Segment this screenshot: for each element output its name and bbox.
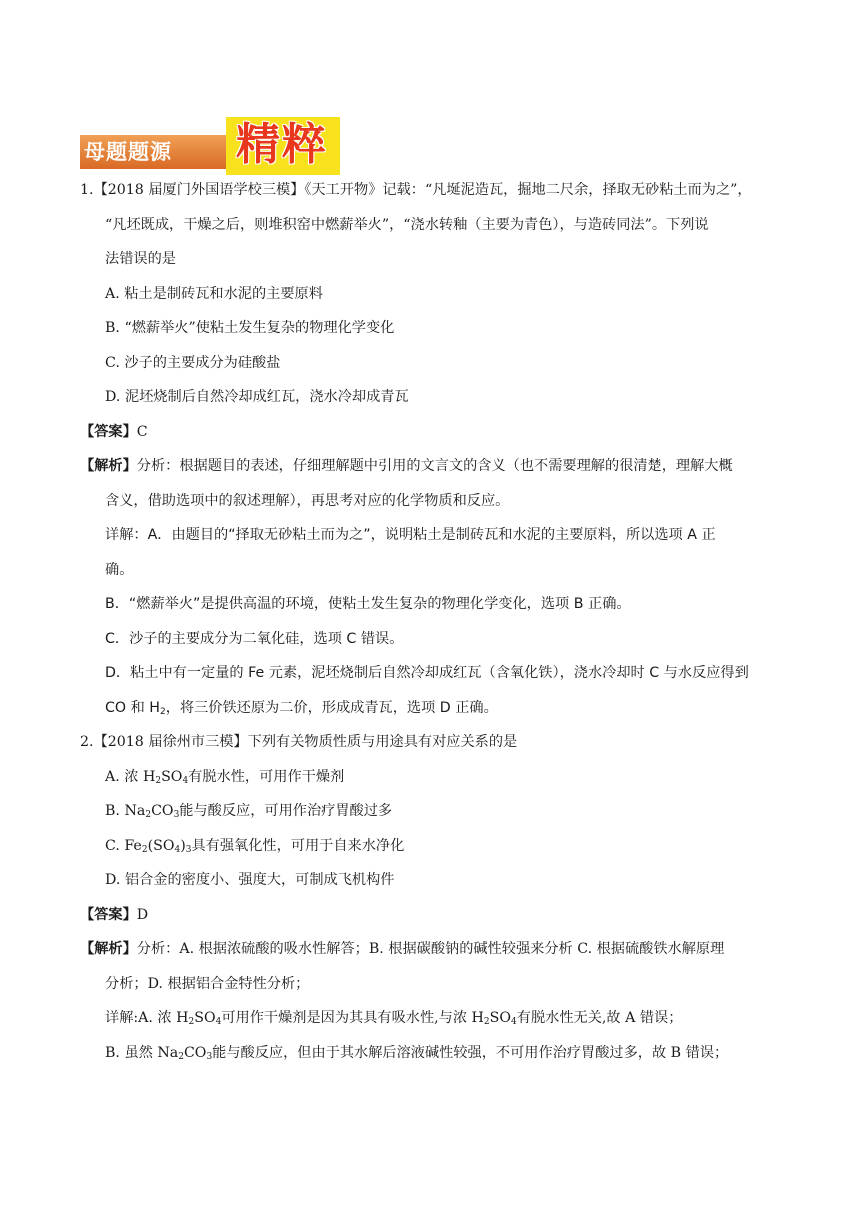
q2-detail-a-sub2: 4 <box>215 1017 222 1027</box>
q2-option-c-text-d: 具有强氧化性，可用于自来水净化 <box>191 837 405 854</box>
q1-answer <box>80 415 780 450</box>
q2-stem: 2.【2018 届徐州市三模】下列有关物质性质与用途具有对应关系的是 <box>80 734 518 750</box>
q2-answer-label: 【答案】 <box>80 906 137 923</box>
q1-analysis-label: 【解析】 <box>80 458 137 474</box>
q1-stem-line2: “凡坯既成，干燥之后，则堆积窑中燃薪举火”，“浇水转釉（主要为青色），与造砖同法”。下列说 <box>105 216 709 233</box>
q2-option-a-sub2: 4 <box>182 775 189 786</box>
q1-option-c: C. 沙子的主要成分为硅酸盐 <box>105 354 281 371</box>
q1-detail-a1: 详解：A．由题目的“择取无砂粘土而为之”，说明粘土是制砖瓦和水泥的主要原料，所以选项 A 正 <box>105 527 716 543</box>
q2-option-b-text-a: B. Na <box>105 803 146 819</box>
q2-detail-a-sub1: 2 <box>188 1017 195 1027</box>
q2-detail-b-text-a: B. 虽然 Na <box>105 1044 179 1061</box>
q2-option-a-sub1: 2 <box>155 775 162 786</box>
q2-detail-a-text-a: 详解:A. 浓 H <box>105 1010 189 1026</box>
q1-detail-d2 <box>80 691 780 726</box>
q2-analysis-line1 <box>80 932 780 967</box>
q2-detail-a-sub3: 2 <box>483 1017 490 1027</box>
q2-option-c <box>80 829 780 864</box>
q2-detail-a-text-d: SO <box>489 1010 512 1026</box>
q2-option-b-text-b: CO <box>151 803 174 819</box>
q2-option-a-text-a: A. 浓 H <box>105 768 156 785</box>
q1-option-a: A. 粘土是制砖瓦和水泥的主要原料 <box>105 285 323 302</box>
q2-detail-a-text-b: SO <box>194 1010 216 1026</box>
q2-detail-b-sub2: 3 <box>206 1051 213 1062</box>
q2-option-c-sub2: 4 <box>174 844 181 855</box>
q2-option-b-text-c: 能与酸反应，可用作治疗胃酸过多 <box>179 803 393 819</box>
q2-answer <box>80 898 780 933</box>
q2-detail-b-text-b: CO <box>183 1044 207 1061</box>
q1-detail-d1: D．粘土中有一定量的 Fe 元素，泥坯烧制后自然冷却成红瓦（含氧化铁），浇水冷却时 C 与水反应得到 <box>105 665 749 681</box>
q1-analysis-line2: 含义，借助选项中的叙述理解），再思考对应的化学物质和反应。 <box>105 492 510 509</box>
q2-option-c-sub1: 2 <box>141 844 148 855</box>
q1-detail-a2: 确。 <box>105 561 134 578</box>
q2-detail-b-sub1: 2 <box>178 1051 184 1062</box>
q1-option-b: B. “燃薪举火”使粘土发生复杂的物理化学变化 <box>105 320 395 336</box>
q1-stem-line3: 法错误的是 <box>105 251 176 267</box>
q1-detail-c: C．沙子的主要成分为二氧化硅，选项 C 错误。 <box>105 630 404 647</box>
q2-detail-a <box>80 1001 780 1036</box>
q2-detail-a-text-e: 有脱水性无关,故 A 错误； <box>516 1010 683 1026</box>
q2-option-d: D. 铝合金的密度小、强度大，可制成飞机构件 <box>105 872 395 888</box>
q1-detail-d2-text-a: CO 和 H <box>105 699 160 716</box>
banner-right-box <box>226 117 340 175</box>
q1-analysis-line1 <box>80 449 780 484</box>
q1-answer-label: 【答案】 <box>80 423 137 440</box>
banner-right-text: 精粹 <box>236 119 328 170</box>
q2-option-b-sub1: 2 <box>145 810 152 820</box>
q1-detail-d2-text-b: ，将三价铁还原为二价，形成成青瓦，选项 D 正确。 <box>165 699 498 716</box>
q2-detail-b-text-c: 能与酸反应，但由于其水解后溶液碱性较强，不可用作治疗胃酸过多，故 B 错误； <box>212 1044 729 1061</box>
q2-analysis-label: 【解析】 <box>80 941 137 957</box>
q2-detail-b <box>80 1036 780 1071</box>
banner-left-text: 母题题源 <box>80 135 230 169</box>
q2-option-b <box>80 794 780 829</box>
q1-detail-b: B．“燃薪举火”是提供高温的环境，使粘土发生复杂的物理化学变化，选项 B 正确。 <box>105 596 631 612</box>
q2-analysis-text1: 分析：A. 根据浓硫酸的吸水性解答；B. 根据碳酸钠的碱性较强来分析 C. 根据硫酸铁水解原理 <box>136 941 725 957</box>
document-body <box>80 173 780 1070</box>
q2-option-a <box>80 760 780 795</box>
q2-answer-value: D <box>136 906 149 923</box>
q2-option-c-text-a: C. Fe <box>105 837 142 854</box>
title-banner <box>80 117 340 175</box>
q1-detail-d2-sub: 2 <box>159 706 166 717</box>
q2-option-a-text-c: 有脱水性，可用作干燥剂 <box>188 768 345 785</box>
q2-analysis-line2: 分析；D. 根据铝合金特性分析； <box>105 975 310 992</box>
q2-option-c-text-b: (SO <box>147 837 175 854</box>
q2-option-c-sub3: 3 <box>185 844 192 855</box>
q2-option-c-text-c: ) <box>180 837 186 854</box>
q2-option-b-sub2: 3 <box>173 810 180 820</box>
q1-stem-line1: 1.【2018 届厦门外国语学校三模】《天工开物》记载：“凡埏泥造瓦，掘地二尺余，择取无砂粘土而为之”， <box>80 182 752 198</box>
q1-answer-value: C <box>136 423 148 440</box>
q2-option-a-text-b: SO <box>161 768 183 785</box>
q1-analysis-text1: 分析：根据题目的表述，仔细理解题中引用的文言文的含义（也不需要理解的很清楚，理解大概 <box>136 458 733 474</box>
q1-option-d: D. 泥坯烧制后自然冷却成红瓦，浇水冷却成青瓦 <box>105 389 409 405</box>
q2-detail-a-sub4: 4 <box>511 1017 517 1027</box>
q2-detail-a-text-c: 可用作干燥剂是因为其具有吸水性,与浓 H <box>221 1010 484 1026</box>
